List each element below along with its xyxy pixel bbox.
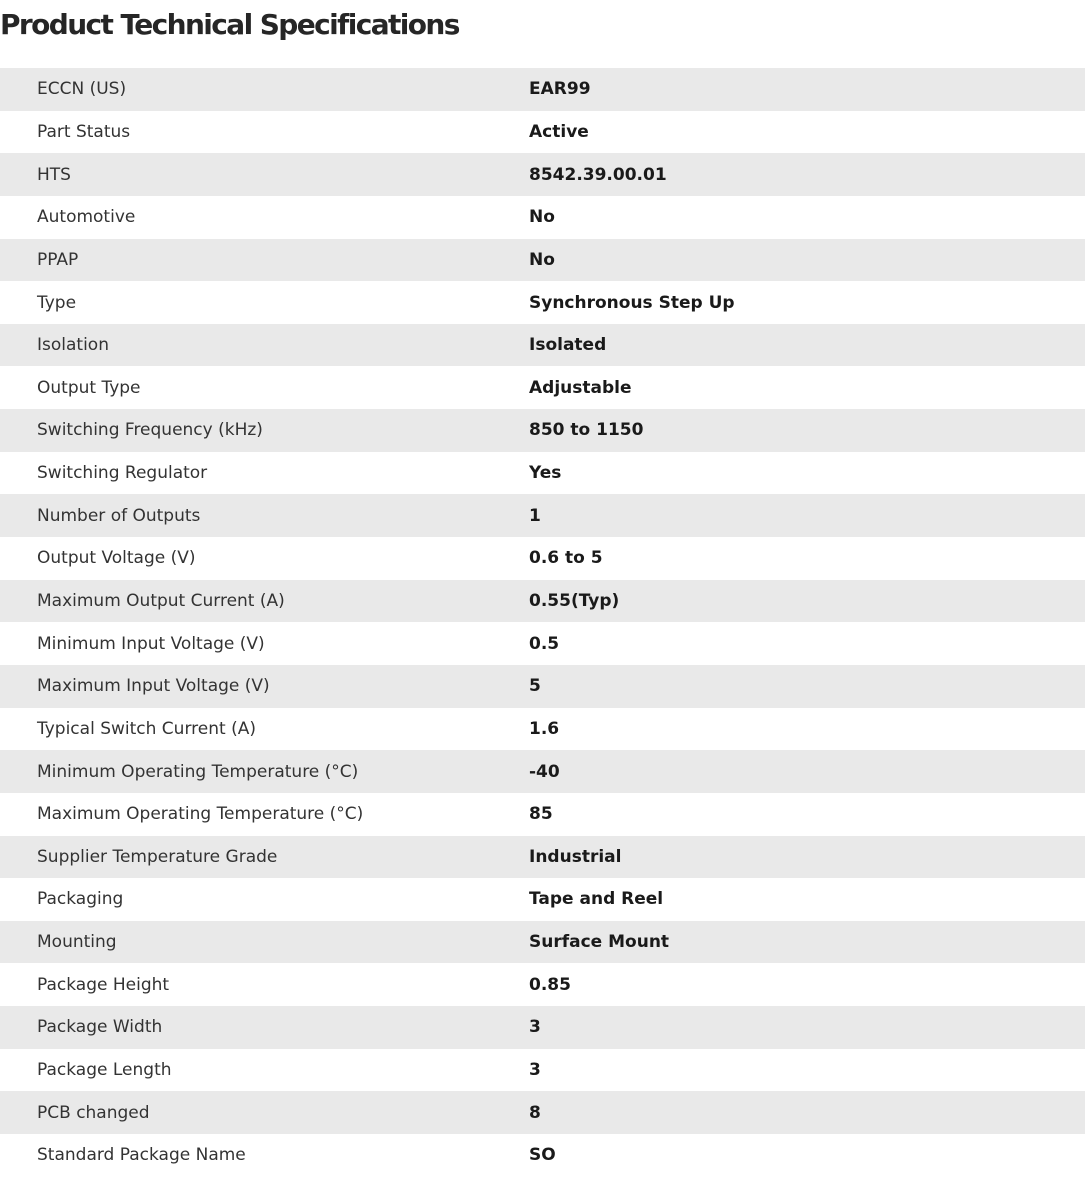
spec-value: Active xyxy=(529,121,589,142)
spec-value: Surface Mount xyxy=(529,932,670,953)
spec-row xyxy=(0,239,1085,282)
spec-value: 0.6 to 5 xyxy=(529,548,603,569)
spec-row xyxy=(0,1049,1085,1092)
spec-label: PPAP xyxy=(37,249,79,270)
page-title: Product Technical Specifications xyxy=(0,8,459,41)
spec-row xyxy=(0,452,1085,495)
spec-value: Yes xyxy=(529,463,562,484)
spec-label: Standard Package Name xyxy=(37,1145,246,1166)
spec-value: 8542.39.00.01 xyxy=(529,164,667,185)
spec-value: Isolated xyxy=(529,335,607,356)
spec-label: Output Voltage (V) xyxy=(37,548,196,569)
spec-label: Packaging xyxy=(37,889,124,910)
spec-row xyxy=(0,963,1085,1006)
spec-label: Type xyxy=(37,292,77,313)
spec-row xyxy=(0,324,1085,367)
spec-value: 85 xyxy=(529,804,553,825)
spec-row xyxy=(0,537,1085,580)
spec-row xyxy=(0,111,1085,154)
spec-value: 0.5 xyxy=(529,633,560,654)
spec-row xyxy=(0,708,1085,751)
spec-label: Maximum Operating Temperature (°C) xyxy=(37,804,364,825)
spec-value: 850 to 1150 xyxy=(529,420,644,441)
spec-row xyxy=(0,68,1085,111)
spec-label: HTS xyxy=(37,164,71,185)
spec-label: Switching Frequency (kHz) xyxy=(37,420,263,441)
spec-row xyxy=(0,1091,1085,1134)
spec-label: ECCN (US) xyxy=(37,79,127,100)
spec-row xyxy=(0,580,1085,623)
spec-label: Switching Regulator xyxy=(37,463,208,484)
spec-value: No xyxy=(529,207,555,228)
spec-row xyxy=(0,366,1085,409)
spec-row xyxy=(0,793,1085,836)
spec-row xyxy=(0,665,1085,708)
spec-row xyxy=(0,196,1085,239)
spec-label: Automotive xyxy=(37,207,136,228)
spec-value: Tape and Reel xyxy=(529,889,664,910)
spec-label: PCB changed xyxy=(37,1102,150,1123)
spec-row xyxy=(0,1134,1085,1177)
spec-row xyxy=(0,153,1085,196)
spec-row xyxy=(0,1006,1085,1049)
spec-row xyxy=(0,878,1085,921)
spec-value: 0.55(Typ) xyxy=(529,591,620,611)
spec-row xyxy=(0,622,1085,665)
spec-row xyxy=(0,836,1085,879)
spec-row xyxy=(0,921,1085,964)
spec-value: 5 xyxy=(529,676,541,697)
spec-table-body xyxy=(0,68,1085,1177)
spec-label: Maximum Input Voltage (V) xyxy=(37,676,270,697)
spec-value: 1 xyxy=(529,505,541,526)
spec-label: Package Height xyxy=(37,974,170,995)
spec-value: 3 xyxy=(529,1060,541,1081)
spec-row xyxy=(0,750,1085,793)
spec-label: Number of Outputs xyxy=(37,505,201,526)
spec-label: Maximum Output Current (A) xyxy=(37,591,285,611)
spec-value: 1.6 xyxy=(529,718,560,739)
spec-value: 8 xyxy=(529,1102,541,1123)
spec-value: No xyxy=(529,249,555,270)
spec-row xyxy=(0,409,1085,452)
spec-row xyxy=(0,281,1085,324)
spec-value: EAR99 xyxy=(529,79,591,100)
spec-value: Industrial xyxy=(529,846,622,867)
spec-table xyxy=(0,68,1085,1177)
spec-value: -40 xyxy=(529,761,560,782)
spec-row xyxy=(0,494,1085,537)
spec-label: Package Width xyxy=(37,1017,163,1038)
spec-label: Minimum Operating Temperature (°C) xyxy=(37,761,359,782)
spec-value: SO xyxy=(529,1145,556,1166)
spec-label: Minimum Input Voltage (V) xyxy=(37,633,265,654)
spec-label: Supplier Temperature Grade xyxy=(37,846,278,867)
spec-label: Typical Switch Current (A) xyxy=(37,718,256,739)
spec-label: Part Status xyxy=(37,121,131,142)
spec-value: 3 xyxy=(529,1017,541,1038)
spec-value: Synchronous Step Up xyxy=(529,292,735,313)
spec-label: Output Type xyxy=(37,377,141,398)
spec-label: Package Length xyxy=(37,1060,172,1081)
spec-label: Mounting xyxy=(37,932,117,953)
spec-label: Isolation xyxy=(37,335,109,356)
spec-value: Adjustable xyxy=(529,377,632,398)
spec-value: 0.85 xyxy=(529,974,571,995)
